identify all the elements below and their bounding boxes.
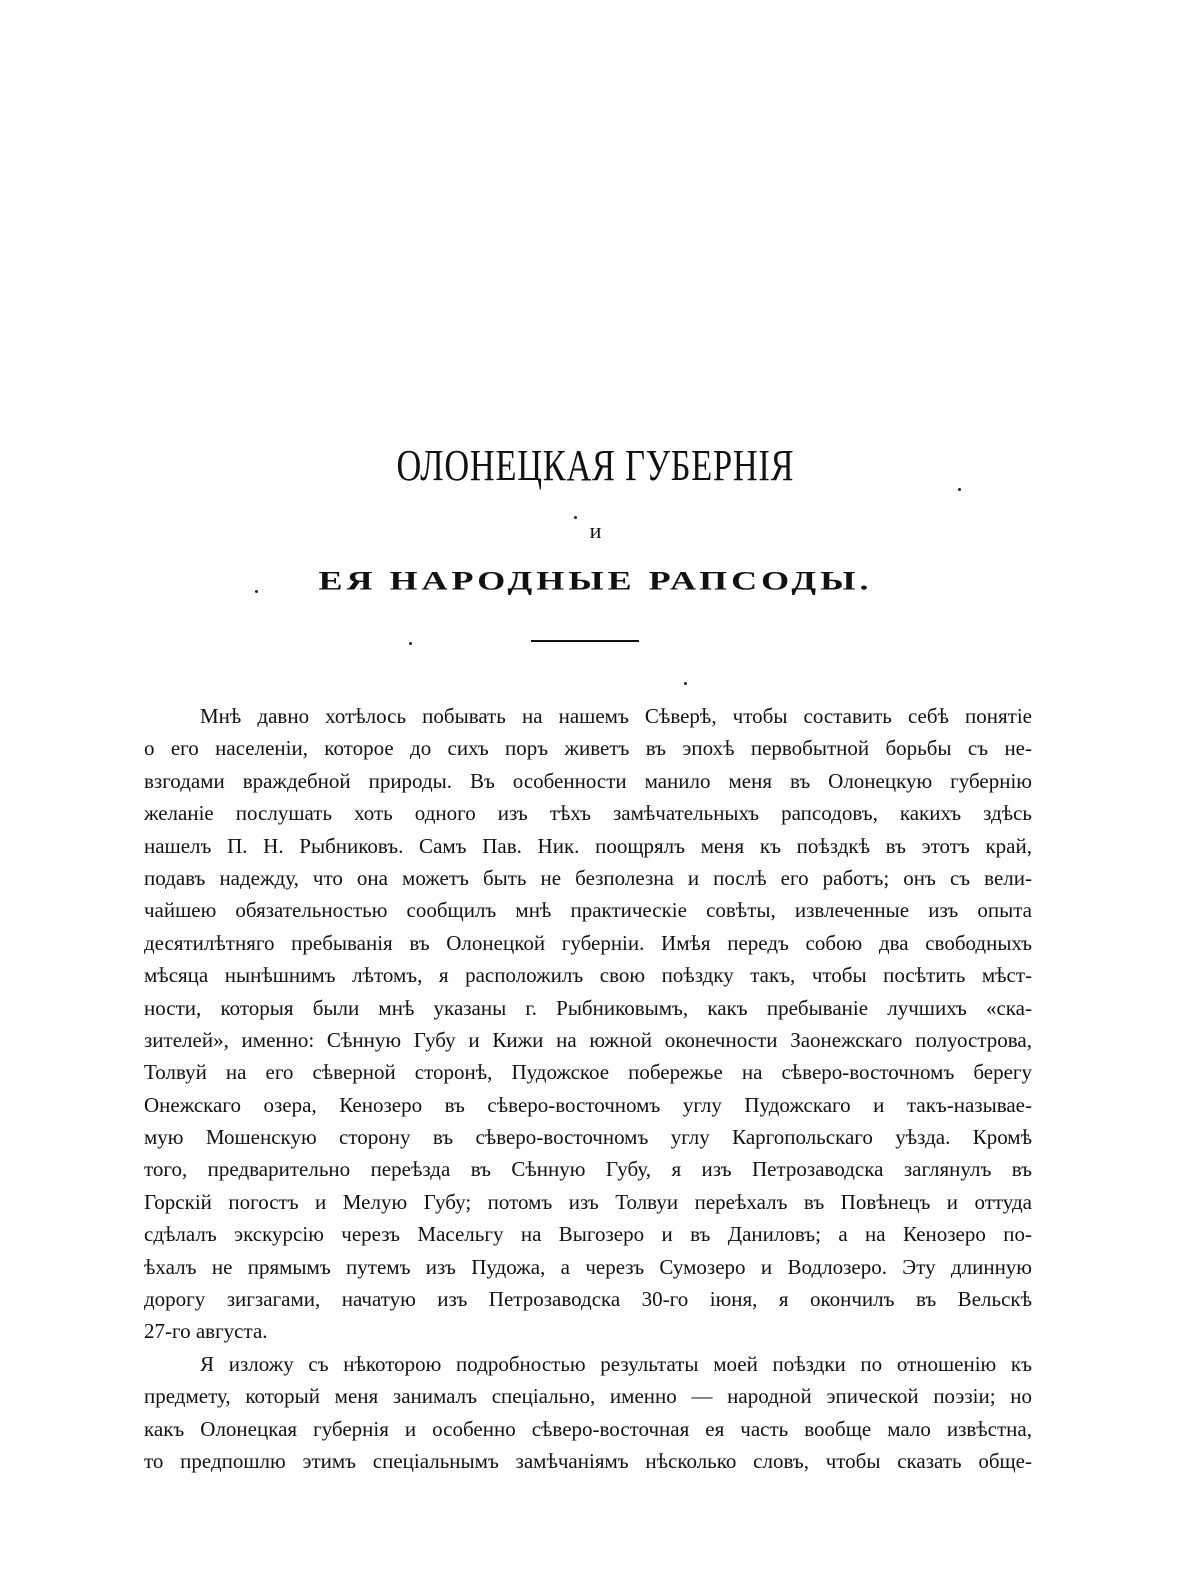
text-line: желаніе послушать хоть одного изъ тѣхъ замѣчательныхъ рапсодовъ, какихъ здѣсь — [144, 801, 1032, 826]
title-conjunction: и — [589, 518, 602, 543]
text-line: Толвуй на его сѣверной сторонѣ, Пудожское побережье на сѣверо-восточномъ берегу — [144, 1060, 1032, 1085]
chapter-subtitle: ЕЯ НАРОДНЫЕ РАПСОДЫ. — [318, 566, 873, 596]
print-speck — [255, 590, 258, 593]
body-text — [144, 700, 1032, 1477]
title-divider-rule — [531, 640, 639, 642]
text-line: 27-го августа. — [144, 1319, 268, 1344]
print-speck — [574, 516, 577, 519]
text-line: предмету, который меня занималъ спеціально, именно — народной эпической поэзіи; но — [144, 1384, 1032, 1409]
text-line: мую Мошенскую сторону въ сѣверо-восточномъ углу Каргопольскаго уѣзда. Кромѣ — [144, 1125, 1032, 1150]
text-line: о его населеніи, которое до сихъ поръ живетъ въ эпохѣ первобытной борьбы съ не- — [144, 736, 1032, 761]
chapter-title: ОЛОНЕЦКАЯ ГУБЕРНІЯ — [396, 441, 795, 490]
text-line: чайшею обязательностью сообщилъ мнѣ практическіе совѣты, извлеченные изъ опыта — [144, 898, 1032, 923]
text-line: Онежскаго озера, Кенозеро въ сѣверо-восточномъ углу Пудожскаго и такъ-называе- — [144, 1092, 1032, 1117]
text-line: то предпошлю этимъ спеціальнымъ замѣчаніямъ нѣсколько словъ, чтобы сказать обще- — [144, 1448, 1032, 1473]
text-line: подавъ надежду, что она можетъ быть не безполезна и послѣ его работъ; онъ съ вели- — [144, 865, 1032, 890]
text-line: нашелъ П. Н. Рыбниковъ. Самъ Пав. Ник. поощрялъ меня къ поѣздкѣ въ этотъ край, — [144, 833, 1032, 858]
text-line: дорогу зигзагами, начатую изъ Петрозаводска 30-го іюня, я окончилъ въ Вельскѣ — [144, 1287, 1032, 1312]
text-line: мѣсяца нынѣшнимъ лѣтомъ, я расположилъ свою поѣздку такъ, чтобы посѣтить мѣст- — [144, 963, 1032, 988]
text-line: какъ Олонецкая губернія и особенно сѣверо-восточная ея часть вообще мало извѣстна, — [144, 1416, 1032, 1441]
text-line: Я изложу съ нѣкоторою подробностью результаты моей поѣздки по отношенію къ — [200, 1351, 1032, 1376]
text-line: взгодами враждебной природы. Въ особенности манило меня въ Олонецкую губернію — [144, 768, 1032, 793]
print-speck — [958, 488, 961, 491]
text-line: десятилѣтняго пребыванія въ Олонецкой губерніи. Имѣя передъ собою два свободныхъ — [144, 930, 1032, 955]
text-line: Мнѣ давно хотѣлось побывать на нашемъ Сѣверѣ, чтобы составить себѣ понятіе — [200, 704, 1032, 728]
text-line: того, предварительно переѣзда въ Сѣнную Губу, я изъ Петрозаводска заглянулъ въ — [144, 1157, 1032, 1182]
text-line: ности, которыя были мнѣ указаны г. Рыбниковымъ, какъ пребываніе лучшихъ «ска- — [144, 995, 1032, 1020]
text-line: зителей», именно: Сѣнную Губу и Кижи на южной оконечности Заонежскаго полуострова, — [144, 1027, 1032, 1052]
text-line: Горскій погостъ и Мелую Губу; потомъ изъ Толвуи переѣхалъ въ Повѣнецъ и оттуда — [144, 1189, 1032, 1214]
print-speck — [409, 642, 412, 645]
print-speck — [684, 682, 687, 685]
text-line: сдѣлалъ экскурсію черезъ Масельгу на Выгозеро и въ Даниловъ; а на Кенозеро по- — [144, 1222, 1032, 1247]
text-line: ѣхалъ не прямымъ путемъ изъ Пудожа, а черезъ Сумозеро и Водлозеро. Эту длинную — [144, 1254, 1032, 1279]
